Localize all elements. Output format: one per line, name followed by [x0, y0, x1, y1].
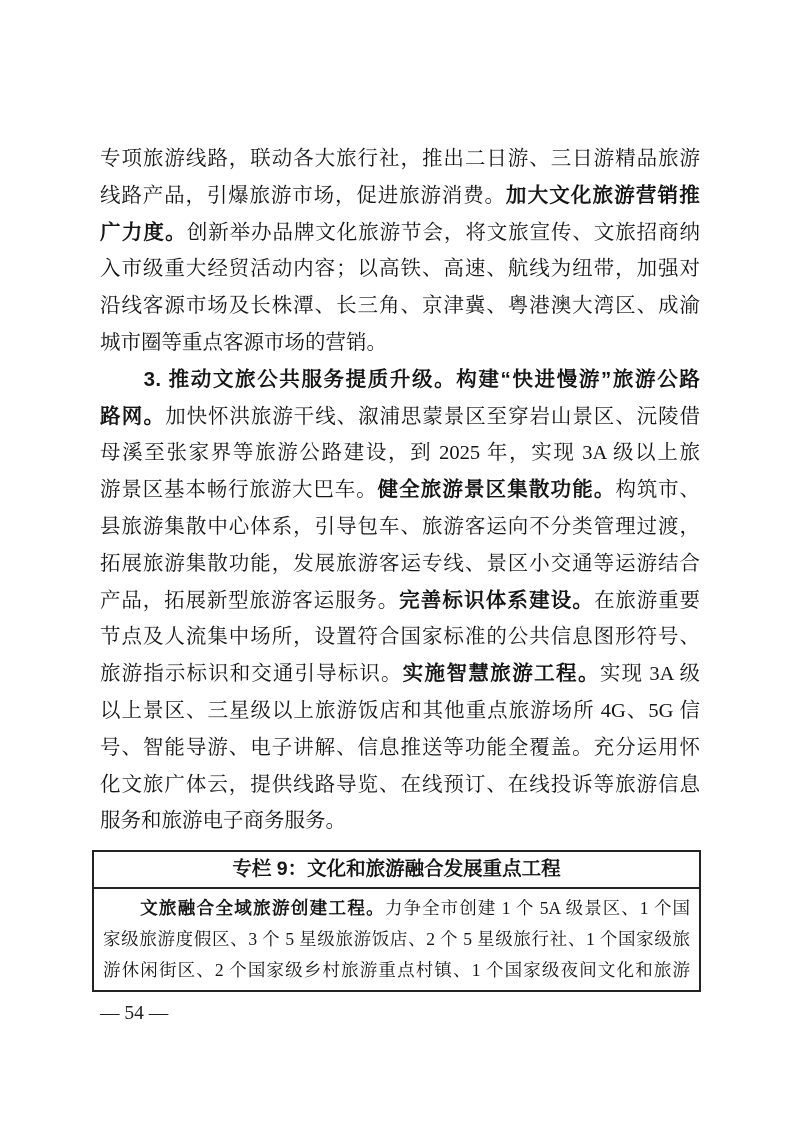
paragraph-marketing: [100, 141, 700, 362]
text-line: [100, 325, 700, 362]
text-line: [100, 583, 700, 620]
text-line: [100, 803, 700, 840]
text-run: 化文旅广体云，提供线路导览、在线预订、在线投诉等旅游信息: [100, 773, 700, 796]
bold-text-run: 完善标识体系建设。: [399, 588, 595, 612]
text-line: [100, 767, 700, 804]
text-run: 家级旅游度假区、3 个 5 星级旅游饭店、2 个 5 星级旅行社、1 个国家级旅: [103, 929, 690, 949]
text-run: 节点及人流集中场所，设置符合国家标准的公共信息图形符号、: [100, 626, 700, 649]
text-line: [100, 178, 700, 215]
text-line: [100, 693, 700, 730]
text-line: [100, 215, 700, 252]
text-run: 在旅游重要: [594, 589, 700, 612]
text-line: [100, 141, 700, 178]
text-line: [100, 472, 700, 509]
text-line: [100, 288, 700, 325]
text-run: 线路产品，引爆旅游市场，促进旅游消费。: [100, 184, 506, 207]
text-run: 游景区基本畅行旅游大巴车。: [100, 479, 378, 502]
callout-box: [92, 850, 701, 992]
text-run: 母溪至张家界等旅游公路建设，到 2025 年，实现 3A 级以上旅: [100, 442, 700, 465]
text-line: [100, 399, 700, 436]
bold-text-run: 加大文化旅游营销推: [505, 183, 700, 207]
text-run: 旅游指示标识和交通引导标识。: [100, 663, 403, 686]
text-line: [103, 955, 690, 986]
bold-text-run: 广力度。: [100, 220, 187, 244]
text-line: [100, 362, 700, 399]
text-run: 实现 3A 级: [599, 663, 700, 686]
main-text-block: [100, 141, 700, 840]
bold-text-run: 文旅融合全域旅游创建工程。: [140, 898, 386, 918]
text-run: 城市圈等重点客源市场的营销。: [100, 331, 387, 354]
text-line: [100, 509, 700, 546]
text-line: [100, 435, 700, 472]
text-run: 拓展旅游集散功能，发展旅游客运专线、景区小交通等运游结合: [100, 552, 700, 575]
text-line: [100, 730, 700, 767]
text-line: [103, 924, 690, 955]
text-run: [100, 369, 144, 391]
callout-box-title: 专栏 9：文化和旅游融合发展重点工程: [94, 852, 699, 889]
text-run: 县旅游集散中心体系，引导包车、旅游客运向不分类管理过渡，: [100, 515, 700, 538]
text-run: 创新举办品牌文化旅游节会，将文旅宣传、文旅招商纳: [186, 221, 700, 244]
callout-box-body: [94, 889, 699, 990]
text-run: 产品，拓展新型旅游客运服务。: [100, 589, 400, 612]
text-line: [100, 619, 700, 656]
text-line: [103, 893, 690, 924]
text-run: 号、智能导游、电子讲解、信息推送等功能全覆盖。充分运用怀: [100, 736, 700, 759]
page-number: — 54 —: [100, 1003, 169, 1024]
text-line: [100, 656, 700, 693]
text-run: 专项旅游线路，联动各大旅行社，推出二日游、三日游精品旅游: [100, 148, 700, 170]
text-run: 入市级重大经贸活动内容；以高铁、高速、航线为纽带，加强对: [100, 258, 700, 281]
text-run: 构筑市、: [615, 479, 700, 502]
text-run: 力争全市创建 1 个 5A 级景区、1 个国: [385, 898, 690, 918]
text-run: 服务和旅游电子商务服务。: [100, 810, 346, 833]
text-line: [100, 546, 700, 583]
text-line: [100, 251, 700, 288]
text-run: 加快怀洪旅游干线、溆浦思蒙景区至穿岩山景区、沅陵借: [165, 405, 700, 428]
bold-text-run: 3. 推动文旅公共服务提质升级。构建“快进慢游”旅游公路: [143, 367, 700, 391]
bold-text-run: 路网。: [100, 404, 166, 428]
text-run: 沿线客源市场及长株潭、长三角、京津冀、粤港澳大湾区、成渝: [100, 295, 700, 318]
text-run: 游休闲街区、2 个国家级乡村旅游重点村镇、1 个国家级夜间文化和旅游: [103, 960, 690, 980]
bold-text-run: 健全旅游景区集散功能。: [377, 478, 616, 502]
text-run: [103, 898, 140, 918]
bold-text-run: 实施智慧旅游工程。: [402, 662, 600, 686]
paragraph-public-services: [100, 362, 700, 840]
text-run: 以上景区、三星级以上旅游饭店和其他重点旅游场所 4G、5G 信: [100, 699, 700, 722]
